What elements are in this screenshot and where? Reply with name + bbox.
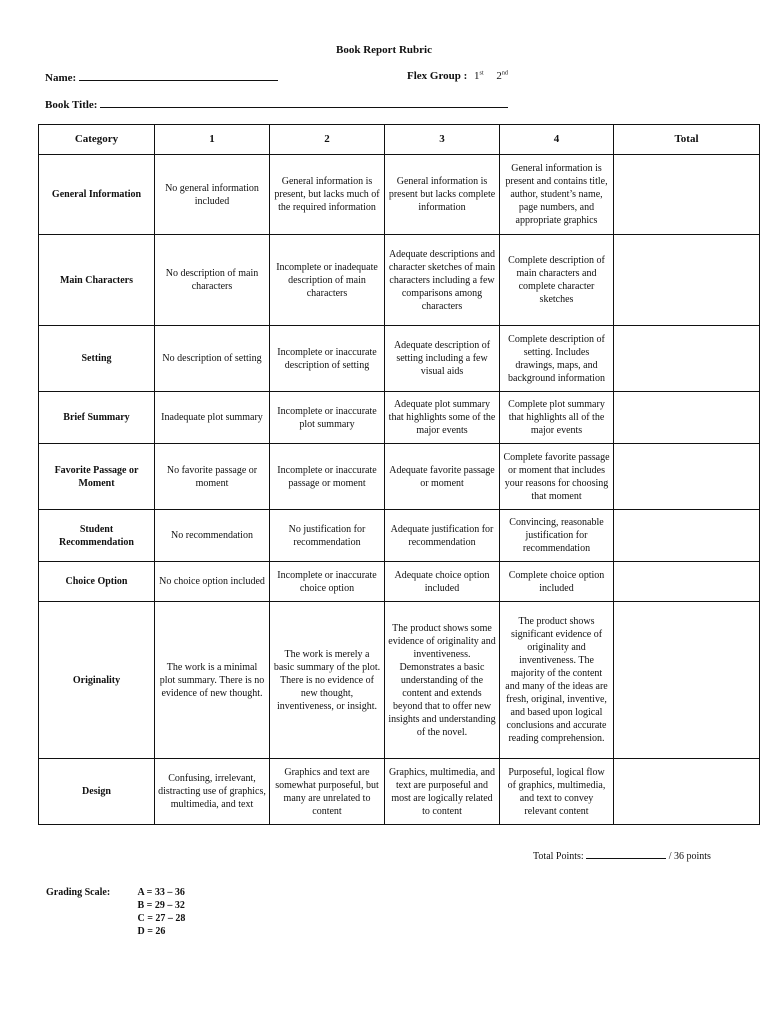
category-cell: Setting	[39, 326, 155, 392]
score-3-cell: The product shows some evidence of originality and inventiveness. Demonstrates a basic understanding of the content and extends beyond that to offer new insights and understanding of the novel.	[385, 602, 500, 759]
table-row	[39, 444, 760, 510]
score-3-cell: Adequate descriptions and character sketches of main characters including a few comparisons among characters	[385, 235, 500, 326]
total-cell[interactable]	[614, 759, 760, 825]
score-1-cell: No general information included	[155, 155, 270, 235]
header-score-1: 1	[155, 125, 270, 155]
grading-scale-label: Grading Scale:	[46, 887, 111, 898]
grade-b: B = 29 – 32	[137, 900, 185, 911]
table-header-row	[39, 125, 760, 155]
score-2-cell: Graphics and text are somewhat purposeful, but many are unrelated to content	[270, 759, 385, 825]
score-4-cell: The product shows significant evidence of originality and inventiveness. The majority of the content and many of the ideas are fresh, original, inventive, and based upon logical conclusions and accurate reading comprehension.	[500, 602, 614, 759]
header-category: Category	[39, 125, 155, 155]
grade-d: D = 26	[137, 926, 166, 937]
total-points-suffix: / 36 points	[668, 851, 711, 862]
score-2-cell: No justification for recommendation	[270, 510, 385, 562]
category-cell: Student Recommendation	[39, 510, 155, 562]
name-blank[interactable]	[79, 70, 278, 81]
table-row	[39, 510, 760, 562]
table-row	[39, 235, 760, 326]
book-title-blank[interactable]	[100, 97, 508, 108]
score-4-cell: Complete favorite passage or moment that includes your reasons for choosing that moment	[500, 444, 614, 510]
score-1-cell: No description of setting	[155, 326, 270, 392]
total-cell[interactable]	[614, 510, 760, 562]
score-3-cell: Adequate choice option included	[385, 562, 500, 602]
score-1-cell: No recommendation	[155, 510, 270, 562]
header-total: Total	[614, 125, 760, 155]
total-cell[interactable]	[614, 562, 760, 602]
score-1-cell: Confusing, irrelevant, distracting use of graphics, multimedia, and text	[155, 759, 270, 825]
total-cell[interactable]	[614, 602, 760, 759]
total-cell[interactable]	[614, 326, 760, 392]
document-title: Book Report Rubric	[336, 44, 432, 56]
grading-scale-values	[138, 886, 186, 938]
score-4-cell: Complete description of main characters and complete character sketches	[500, 235, 614, 326]
score-2-cell: The work is merely a basic summary of the plot. There is no evidence of new thought, inventiveness, or insight.	[270, 602, 385, 759]
total-cell[interactable]	[614, 155, 760, 235]
score-1-cell: No choice option included	[155, 562, 270, 602]
score-2-cell: Incomplete or inaccurate plot summary	[270, 392, 385, 444]
score-3-cell: Adequate description of setting including a few visual aids	[385, 326, 500, 392]
grade-c: C = 27 – 28	[137, 913, 186, 924]
score-3-cell: Adequate plot summary that highlights some of the major events	[385, 392, 500, 444]
name-label: Name:	[45, 72, 77, 84]
table-row	[39, 602, 760, 759]
table-row	[39, 326, 760, 392]
category-cell: Design	[39, 759, 155, 825]
total-points-blank[interactable]	[586, 848, 666, 859]
total-cell[interactable]	[614, 444, 760, 510]
total-points-line	[533, 848, 711, 862]
table-row	[39, 562, 760, 602]
name-line	[45, 70, 278, 84]
score-2-cell: Incomplete or inaccurate passage or moment	[270, 444, 385, 510]
score-2-cell: General information is present, but lacks much of the required information	[270, 155, 385, 235]
score-3-cell: Adequate justification for recommendation	[385, 510, 500, 562]
book-title-line	[45, 97, 508, 111]
category-cell: Main Characters	[39, 235, 155, 326]
score-1-cell: Inadequate plot summary	[155, 392, 270, 444]
flex-option-1[interactable]: 1st	[474, 70, 484, 82]
score-1-cell: No description of main characters	[155, 235, 270, 326]
score-4-cell: Complete description of setting. Includes drawings, maps, and background information	[500, 326, 614, 392]
grading-scale	[46, 886, 185, 938]
category-cell: Favorite Passage or Moment	[39, 444, 155, 510]
flex-option-2[interactable]: 2nd	[496, 70, 508, 82]
table-row	[39, 155, 760, 235]
category-cell: Originality	[39, 602, 155, 759]
score-4-cell: Complete choice option included	[500, 562, 614, 602]
total-cell[interactable]	[614, 235, 760, 326]
header-score-2: 2	[270, 125, 385, 155]
category-cell: General Information	[39, 155, 155, 235]
score-4-cell: General information is present and contains title, author, student’s name, page numbers, and appropriate graphics	[500, 155, 614, 235]
book-title-label: Book Title:	[45, 99, 98, 111]
total-points-label: Total Points:	[533, 851, 584, 862]
flex-group-line	[407, 70, 508, 82]
header-score-3: 3	[385, 125, 500, 155]
score-4-cell: Complete plot summary that highlights all of the major events	[500, 392, 614, 444]
header-score-4: 4	[500, 125, 614, 155]
category-cell: Choice Option	[39, 562, 155, 602]
total-cell[interactable]	[614, 392, 760, 444]
score-1-cell: The work is a minimal plot summary. There is no evidence of new thought.	[155, 602, 270, 759]
score-2-cell: Incomplete or inaccurate description of setting	[270, 326, 385, 392]
score-3-cell: General information is present but lacks complete information	[385, 155, 500, 235]
score-4-cell: Convincing, reasonable justification for recommendation	[500, 510, 614, 562]
score-3-cell: Graphics, multimedia, and text are purposeful and most are logically related to content	[385, 759, 500, 825]
score-3-cell: Adequate favorite passage or moment	[385, 444, 500, 510]
score-1-cell: No favorite passage or moment	[155, 444, 270, 510]
grade-a: A = 33 – 36	[137, 887, 185, 898]
rubric-table	[38, 124, 760, 825]
category-cell: Brief Summary	[39, 392, 155, 444]
flex-group-label: Flex Group :	[407, 70, 468, 82]
table-row	[39, 392, 760, 444]
score-4-cell: Purposeful, logical flow of graphics, multimedia, and text to convey relevant content	[500, 759, 614, 825]
table-row	[39, 759, 760, 825]
score-2-cell: Incomplete or inadequate description of main characters	[270, 235, 385, 326]
score-2-cell: Incomplete or inaccurate choice option	[270, 562, 385, 602]
